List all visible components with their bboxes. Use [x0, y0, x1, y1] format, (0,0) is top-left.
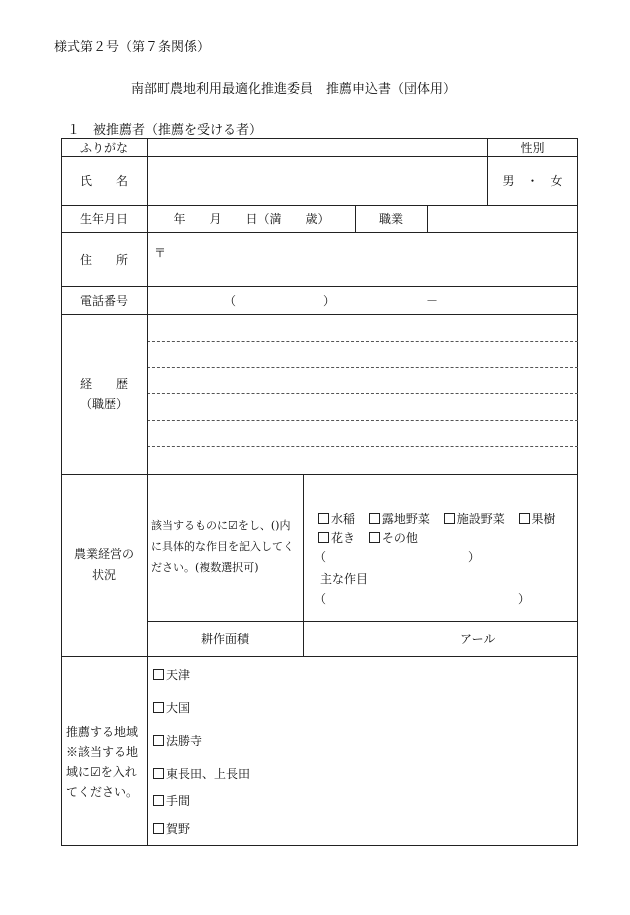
- checkbox-icon: [318, 513, 329, 524]
- main-crop-label: 主な作目: [320, 572, 369, 586]
- checkbox-icon: [369, 513, 380, 524]
- checkbox-icon: [318, 532, 329, 543]
- region-checkbox-3[interactable]: 法勝寺: [153, 732, 202, 749]
- checkbox-icon: [153, 702, 164, 713]
- crop-checkbox-2[interactable]: 露地野菜: [369, 512, 430, 526]
- career-label: 経 歴: [79, 377, 128, 391]
- checkbox-icon: [153, 669, 164, 680]
- birthdate-field[interactable]: 年 月 日（満 歳）: [173, 212, 330, 226]
- phone-dash: －: [426, 293, 439, 308]
- region-checkbox-4[interactable]: 東長田、上長田: [153, 765, 250, 782]
- name-label: 氏 名: [79, 174, 128, 188]
- occupation-label: 職業: [378, 212, 403, 226]
- gender-options[interactable]: 男 ・ 女: [502, 174, 563, 188]
- checkbox-icon: [153, 795, 164, 806]
- page-title: 南部町農地利用最適化推進委員 推薦申込書（団体用）: [131, 82, 457, 97]
- furigana-label: ふりがな: [79, 140, 128, 155]
- checkbox-icon: [369, 532, 380, 543]
- crop-checkbox-1[interactable]: 水稲: [318, 512, 355, 526]
- crop-checkbox-3[interactable]: 施設野菜: [444, 512, 505, 526]
- farming-label: 農業経営の 状況: [73, 547, 134, 582]
- area-unit: アール: [460, 632, 496, 646]
- name-field[interactable]: [148, 157, 486, 204]
- region-label: 推薦する地域 ※該当する地 域に☑を入れ てください。: [66, 725, 139, 799]
- section-heading: １ 被推薦者（推薦を受ける者）: [67, 123, 263, 138]
- career-field[interactable]: [148, 315, 577, 473]
- checkbox-icon: [153, 768, 164, 779]
- phone-open-paren: （: [224, 293, 237, 308]
- region-checkbox-2[interactable]: 大国: [153, 699, 190, 716]
- crop-checkbox-4[interactable]: 果樹: [519, 512, 556, 526]
- crops-other-field[interactable]: [326, 548, 466, 564]
- checkbox-icon: [519, 513, 530, 524]
- gender-label: 性別: [520, 140, 545, 155]
- occupation-field[interactable]: [428, 206, 577, 231]
- birthdate-label: 生年月日: [79, 212, 128, 226]
- crops-open-paren: （: [314, 550, 327, 564]
- crop-checkbox-5[interactable]: 花き: [318, 531, 355, 545]
- region-checkbox-6[interactable]: 賀野: [153, 820, 190, 837]
- address-label: 住 所: [79, 252, 128, 267]
- crop-checkbox-6[interactable]: その他: [369, 531, 418, 545]
- phone-close-paren: ）: [323, 293, 336, 308]
- form-number: 様式第２号（第７条関係）: [54, 40, 211, 55]
- checkbox-icon: [153, 823, 164, 834]
- phone-label: 電話番号: [79, 293, 128, 308]
- main-crop-field[interactable]: [326, 590, 516, 606]
- region-checkbox-5[interactable]: 手間: [153, 792, 190, 809]
- address-field[interactable]: [170, 233, 577, 285]
- career-label-block: [61, 314, 147, 474]
- main-crop-open-paren: （: [314, 592, 327, 606]
- postal-mark: 〒: [154, 246, 167, 260]
- checkbox-icon: [444, 513, 455, 524]
- checkbox-icon: [153, 735, 164, 746]
- main-crop-close-paren: ）: [518, 592, 531, 606]
- farming-instruction: 該当するものに☑をし、()内に具体的な作目を記入してください。(複数選択可): [151, 519, 294, 574]
- area-field[interactable]: [304, 622, 454, 655]
- crops-close-paren: ）: [468, 550, 481, 564]
- crop-options: [318, 510, 576, 548]
- phone-field[interactable]: [148, 287, 577, 313]
- region-checkbox-1[interactable]: 天津: [153, 666, 190, 683]
- career-sub-label: （職歴）: [79, 397, 128, 411]
- furigana-field[interactable]: [148, 139, 486, 156]
- area-label: 耕作面積: [200, 632, 249, 646]
